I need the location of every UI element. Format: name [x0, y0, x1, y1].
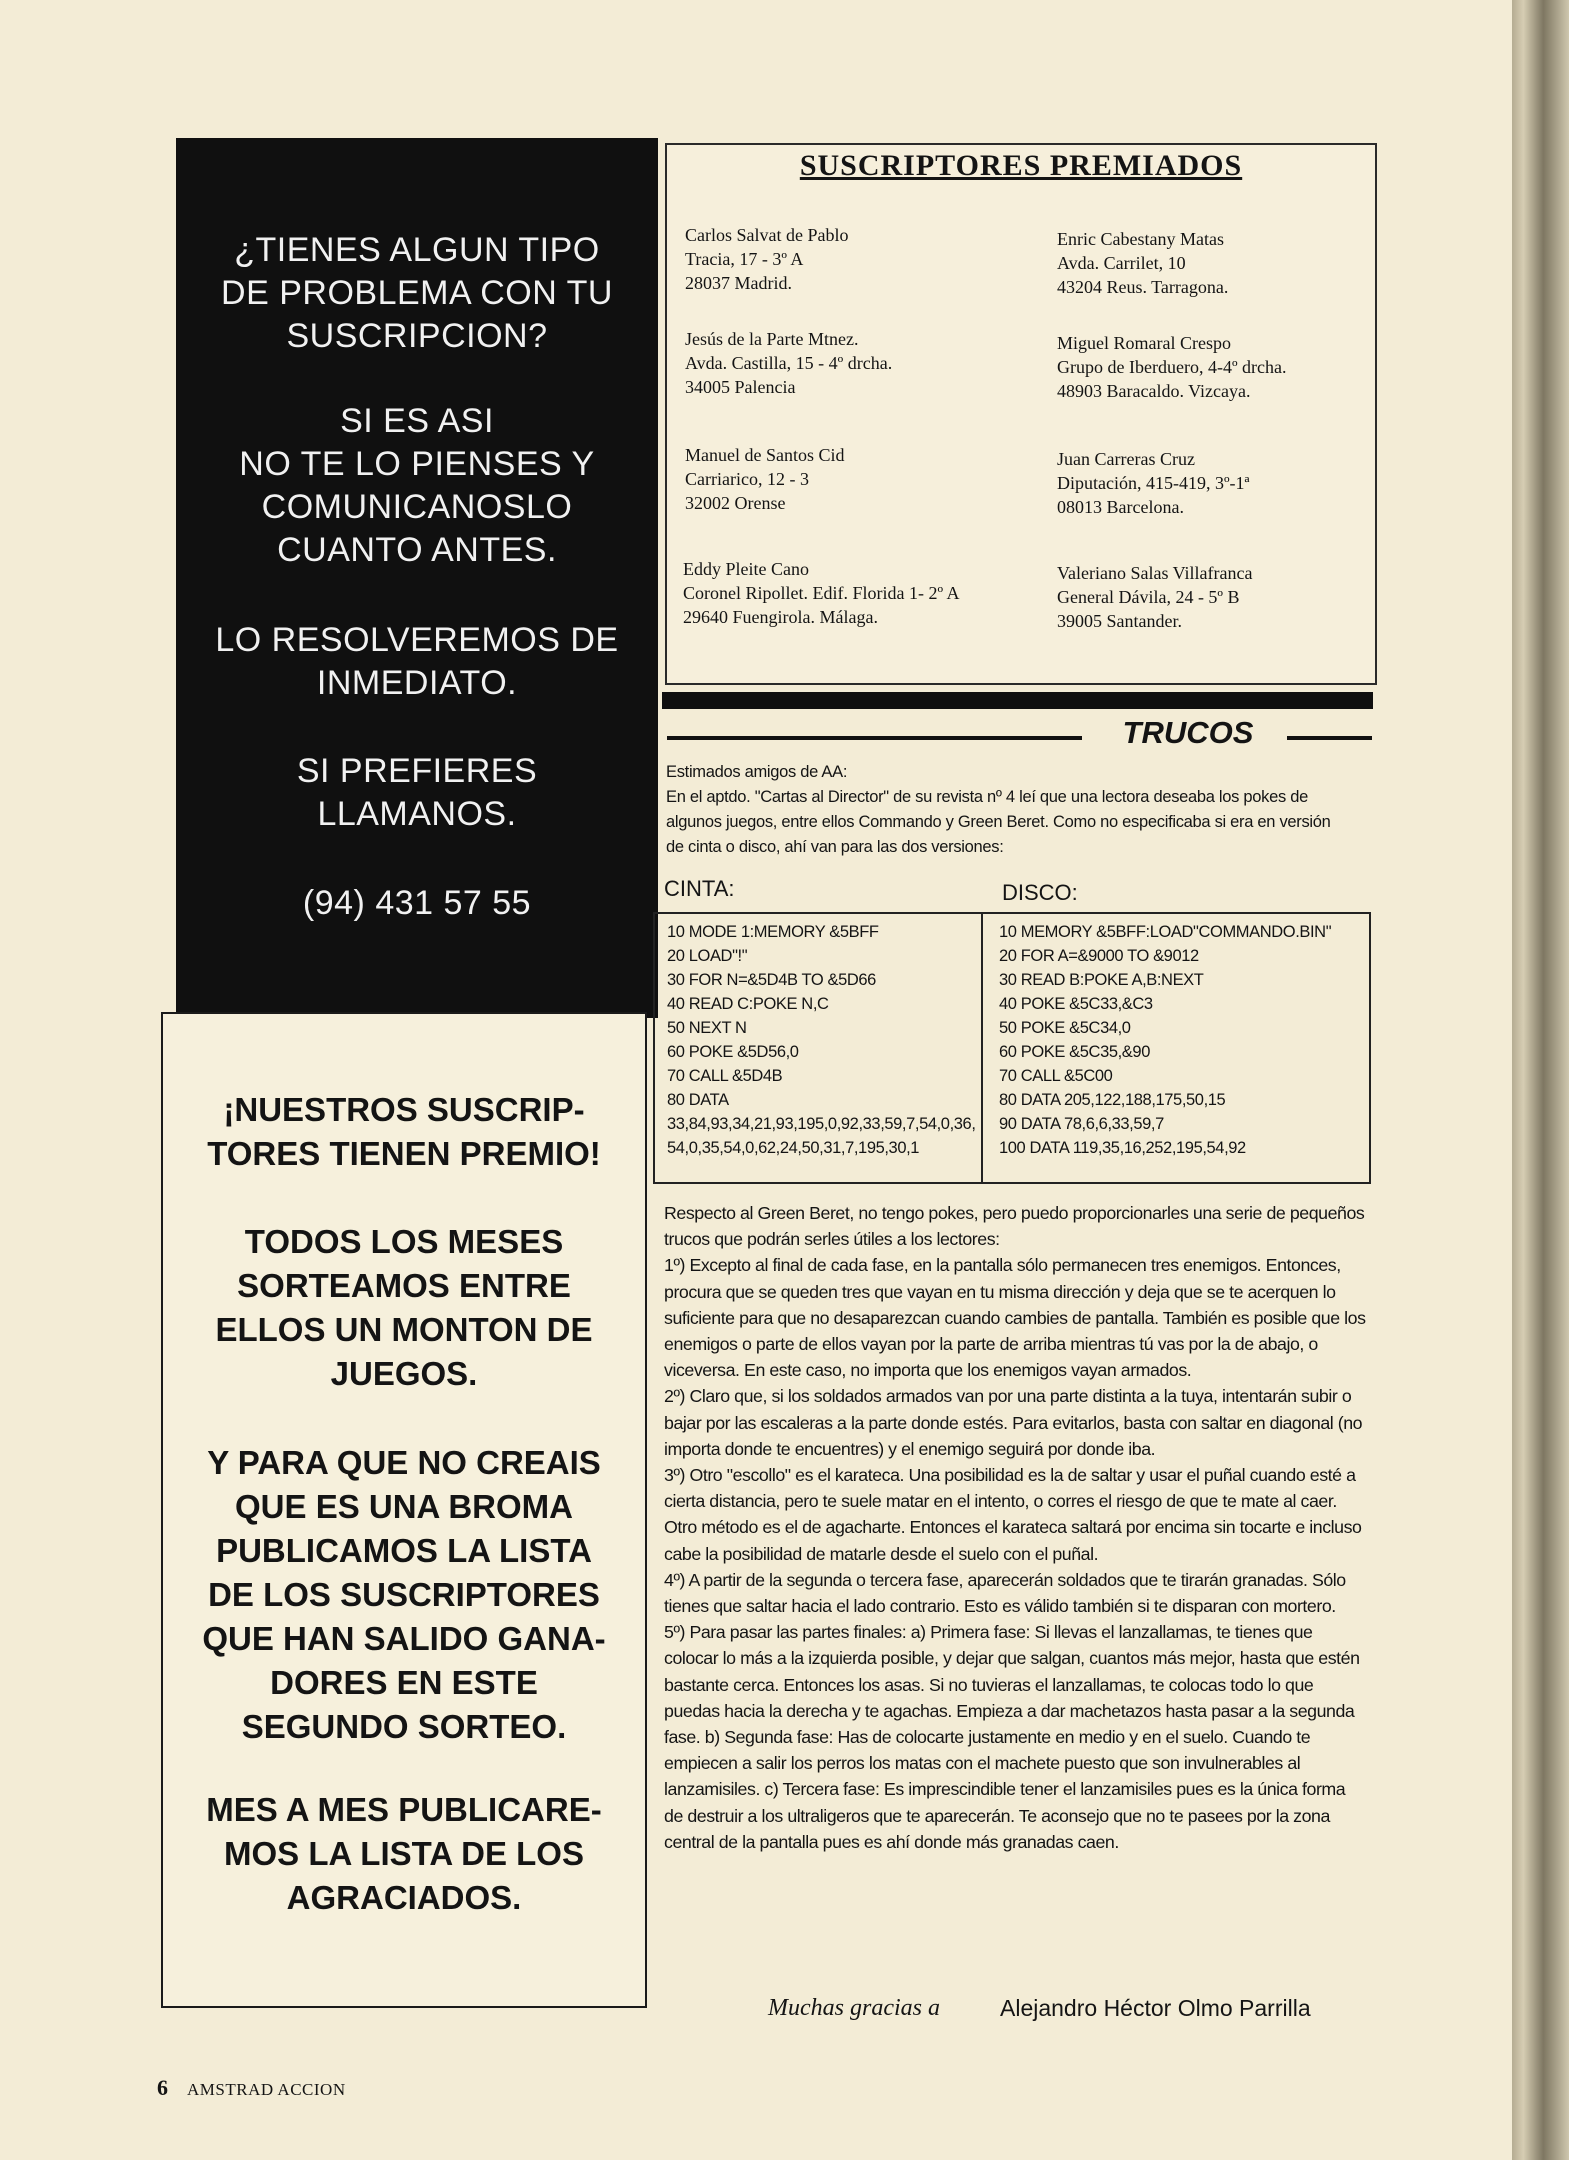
winner-entry: Valeriano Salas Villafranca General Dávila, 24 - 5º B 39005 Santander. [1057, 563, 1253, 631]
prize-headline: ¡NUESTROS SUSCRIP- TORES TIENEN PREMIO! [207, 1091, 601, 1172]
trucos-rule-left [667, 736, 1082, 740]
winner-entry: Carlos Salvat de Pablo Tracia, 17 - 3º A 28037 Madrid. [685, 225, 849, 293]
body-paragraph: 4º) A partir de la segunda o tercera fase, aparecerán soldados que te tirarán granadas. Sólo tienes que saltar hacia el lado contrario. Esto es válido también si te disparan con mortero. [664, 1569, 1346, 1617]
body-paragraph: 5º) Para pasar las partes finales: a) Primera fase: Si llevas el lanzallamas, te tienes que colocar lo más a la izquierda posible, y dejar que salgan, cuantos más mejor, hasta que estén bastante cerca. Entonces los asas. Si no tuvieras el lanzallamas, te colocas todo lo que puedas hacia la derecha y te agachas. Empieza a dar machetazos hasta pasar a la segunda fase. b) Segunda fase: Has de colocarte justamente en medio y en el suelo. Cuando te empiecen a salir los perros los matas con el machete puesto que son invulnerables al lanzamisiles. c) Tercera fase: Es imprescindible tener el lanzamisiles pues es la única forma de destruir a los ultraligeros que te aparecerán. Te aconsejo que no te pasees por la zona central de la pantalla pues es ahí donde más granadas caen. [664, 1622, 1360, 1852]
page-fold-shadow [1512, 0, 1569, 2160]
body-paragraph: Respecto al Green Beret, no tengo pokes, pero puedo proporcionarles una serie de pequeños trucos que podrán serles útiles a los lectores: [664, 1203, 1365, 1250]
cinta-code: 10 MODE 1:MEMORY &5BFF 20 LOAD"!" 30 FOR N=&5D4B TO &5D66 40 READ C:POKE N,C 50 NEXT N 60 POKE &5D56,0 70 CALL &5D4B 80 DATA 33,84,93,34,21,93,195,0,92,33,59,7,54,0,36, 54,0,35,54,0,62,24,50,31,7,195,30,1 [667, 923, 976, 1157]
winner-entry: Juan Carreras Cruz Diputación, 415-419, 3º-1ª 08013 Barcelona. [1057, 449, 1250, 517]
winners-box [665, 143, 1377, 685]
trucos-intro: Estimados amigos de AA: En el aptdo. "Cartas al Director" de su revista nº 4 leí que una lectora deseaba los pokes de algunos juegos, entre ellos Commando y Green Beret. Como no especificaba si era en versión de cinta o disco, ahí van para las dos versiones: [666, 763, 1331, 856]
prize-box [161, 1012, 647, 2008]
trucos-title: TRUCOS [1122, 715, 1254, 750]
winner-entry: Enric Cabestany Matas Avda. Carrilet, 10 43204 Reus. Tarragona. [1057, 229, 1229, 297]
phone-number: (94) 431 57 55 [302, 884, 532, 922]
trucos-rule-right [1287, 736, 1372, 740]
body-paragraph: 1º) Excepto al final de cada fase, en la pantalla sólo permanecen tres enemigos. Entonces, procura que se queden tres que vayan en tu misma dirección y deja que se te acerquen lo suficiente para que no desaparezcan cuando cambies de pantalla. También es posible que los enemigos o parte de ellos vayan por la parte de arriba mientras tú vas por la de abajo, o viceversa. En este caso, no importa que los enemigos vayan armados. [664, 1255, 1366, 1381]
disco-label: DISCO: [1002, 880, 1078, 905]
author-name: Alejandro Héctor Olmo Parrilla [1000, 1995, 1311, 2021]
prize-monthly-list: MES A MES PUBLICARE- MOS LA LISTA DE LOS AGRACIADOS. [206, 1791, 602, 1916]
body-paragraph: 2º) Claro que, si los soldados armados van por una parte distinta a la tuya, intentarán subir o bajar por las escaleras a la parte donde estés. Para evitarlos, basta con saltar en diagonal (no importa donde te encuentres) y el enemigo seguirá por donde iba. [664, 1386, 1363, 1459]
winner-entry: Miguel Romaral Crespo Grupo de Iberduero, 4-4º drcha. 48903 Baracaldo. Vizcaya. [1057, 333, 1287, 401]
subscription-problem-box [176, 138, 658, 1018]
problem-instructions: SI ES ASI NO TE LO PIENSES Y COMUNICANOSLO CUANTO ANTES. [239, 402, 595, 569]
trucos-body [664, 1200, 1367, 1855]
problem-resolve: LO RESOLVEREMOS DE INMEDIATO. [215, 621, 619, 702]
winner-entry: Jesús de la Parte Mtnez. Avda. Castilla, 15 - 4º drcha. 34005 Palencia [685, 329, 893, 397]
winners-title: SUSCRIPTORES PREMIADOS [799, 149, 1243, 182]
page-number: 6 [157, 2075, 168, 2100]
code-listing-box [653, 912, 1371, 1184]
magazine-name: AMSTRAD ACCION [187, 2080, 346, 2099]
cinta-label: CINTA: [664, 876, 735, 901]
section-divider-bar [662, 692, 1373, 709]
prize-list-notice: Y PARA QUE NO CREAIS QUE ES UNA BROMA PUBLICAMOS LA LISTA DE LOS SUSCRIPTORES QUE HAN SALIDO GANA- DORES EN ESTE SEGUNDO SORTEO. [202, 1444, 606, 1745]
thanks-text: Muchas gracias a [768, 1995, 940, 2021]
body-paragraph: 3º) Otro "escollo" es el karateca. Una posibilidad es la de saltar y usar el puñal cuando esté a cierta distancia, pero te suele matar en el intento, o corres el riesgo de que te mate al caer. Otro método es el de agacharte. Entonces el karateca saltará por encima sin tocarte e incluso cabe la posibilidad de matarle desde el suelo con el puñal. [664, 1465, 1362, 1564]
problem-question: ¿TIENES ALGUN TIPO DE PROBLEMA CON TU SUSCRIPCION? [221, 231, 613, 355]
problem-call: SI PREFIERES LLAMANOS. [296, 752, 538, 833]
winner-entry: Manuel de Santos Cid Carriarico, 12 - 3 32002 Orense [685, 445, 845, 513]
prize-monthly: TODOS LOS MESES SORTEAMOS ENTRE ELLOS UN MONTON DE JUEGOS. [215, 1223, 593, 1392]
disco-code: 10 MEMORY &5BFF:LOAD"COMMANDO.BIN" 20 FOR A=&9000 TO &9012 30 READ B:POKE A,B:NEXT 40 POKE &5C33,&C3 50 POKE &5C34,0 60 POKE &5C35,&90 70 CALL &5C00 80 DATA 205,122,188,175,50,15 90 DATA 78,6,6,33,59,7 100 DATA 119,35,16,252,195,54,92 [999, 923, 1332, 1157]
code-divider [981, 914, 983, 1182]
winner-entry: Eddy Pleite Cano Coronel Ripollet. Edif. Florida 1- 2º A 29640 Fuengirola. Málaga. [683, 559, 960, 627]
